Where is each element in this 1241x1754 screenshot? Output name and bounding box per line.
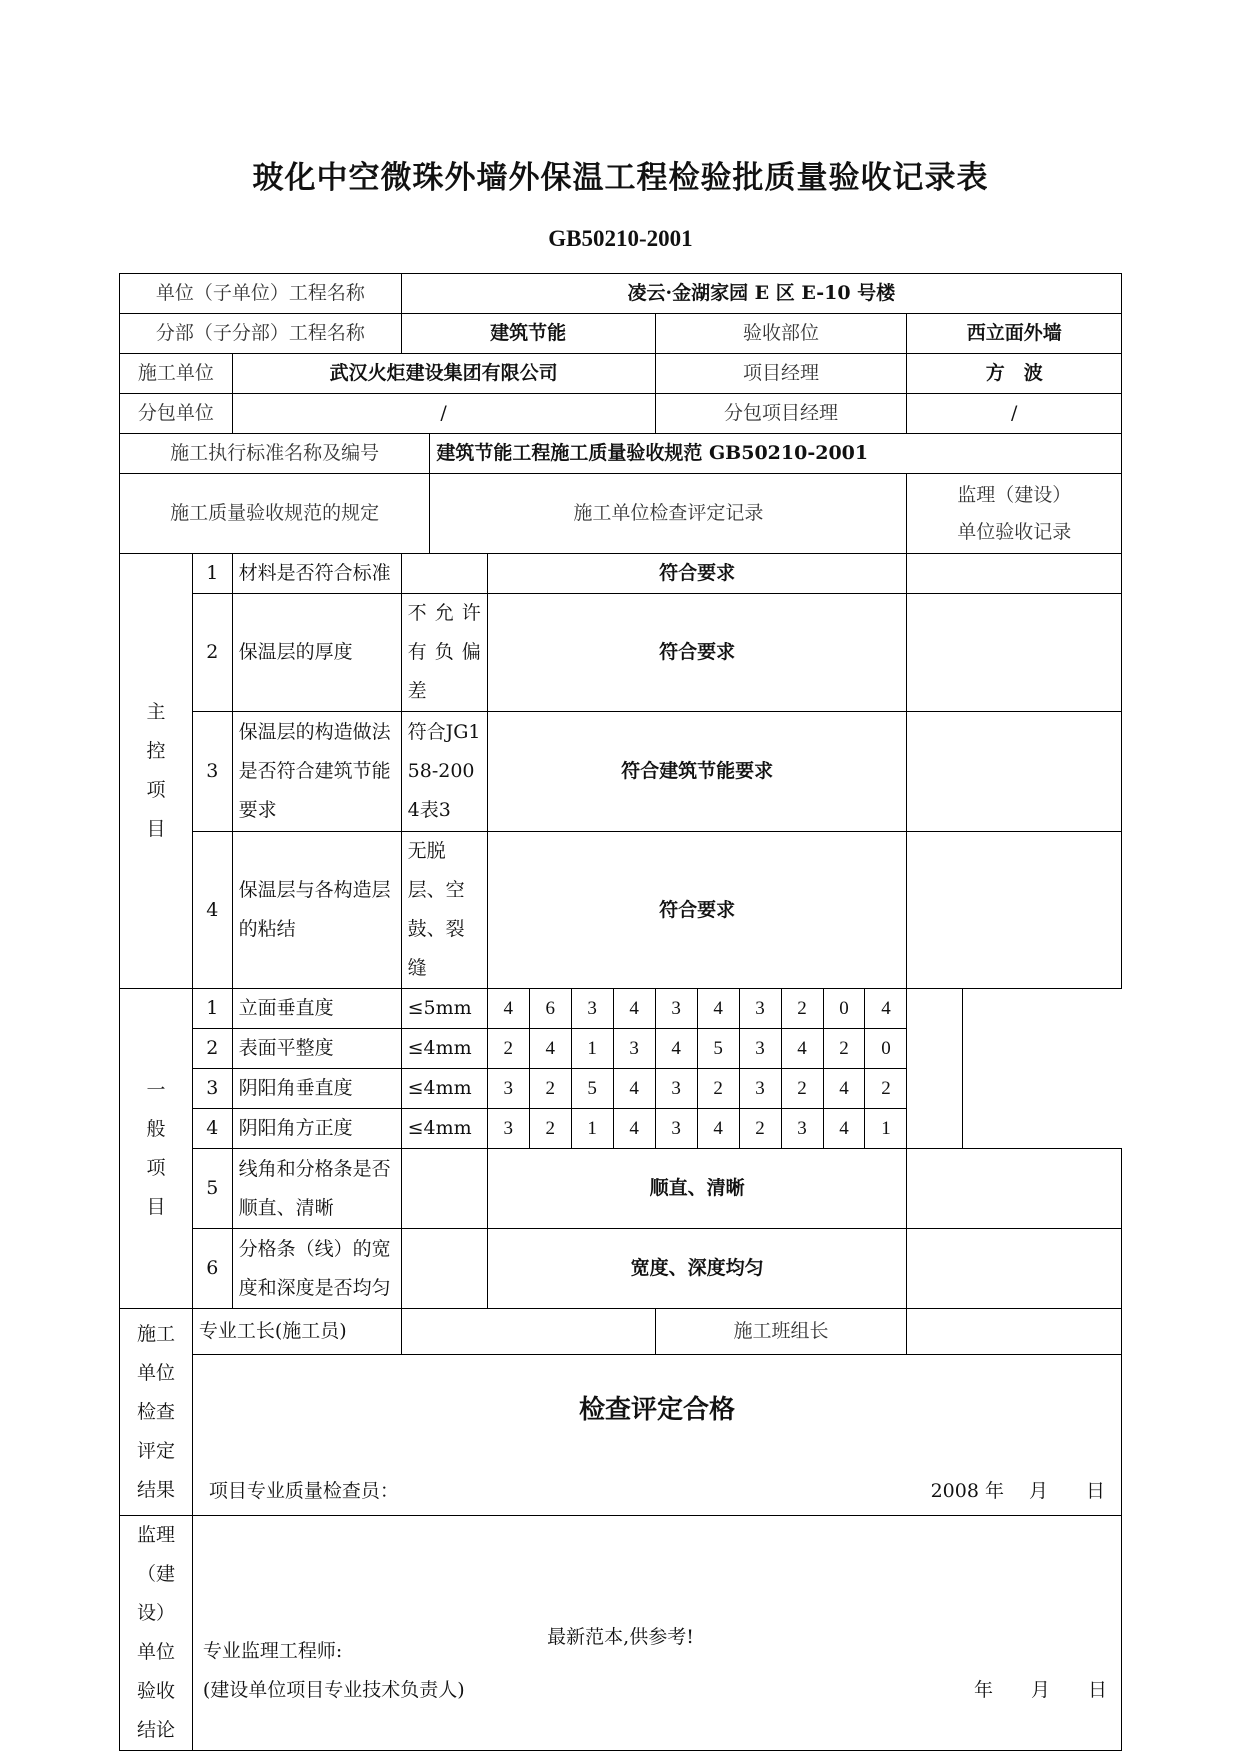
subcontractor-label: 分包单位 xyxy=(120,394,233,434)
measured-value: 4 xyxy=(865,989,907,1029)
measured-value: 2 xyxy=(781,989,823,1029)
item-result: 符合建筑节能要求 xyxy=(487,712,907,832)
item-supervision xyxy=(907,1229,1122,1309)
row-contractor xyxy=(120,354,1122,394)
exec-standard: 建筑节能工程施工质量验收规范 GB50210-2001 xyxy=(430,434,1122,474)
foreman-value xyxy=(401,1309,655,1355)
row-contractor-conclusion xyxy=(120,1355,1122,1516)
measured-value: 4 xyxy=(529,1029,571,1069)
measured-value: 2 xyxy=(529,1069,571,1109)
col-supervision-line1: 监理（建设） xyxy=(957,483,1072,506)
measured-value: 4 xyxy=(781,1029,823,1069)
measured-value: 6 xyxy=(529,989,571,1029)
main-item-row xyxy=(120,554,1122,594)
item-result: 符合要求 xyxy=(487,554,907,594)
item-name: 分格条（线）的宽度和深度是否均匀 xyxy=(232,1229,401,1309)
measured-value: 2 xyxy=(823,1029,865,1069)
col-spec-header: 施工质量验收规范的规定 xyxy=(120,474,430,554)
row-exec-standard xyxy=(120,434,1122,474)
document-title: 玻化中空微珠外墙外保温工程检验批质量验收记录表 xyxy=(252,160,989,196)
item-no: 3 xyxy=(192,1069,232,1109)
general-measured-row xyxy=(120,1029,1122,1069)
item-req: ≤4mm xyxy=(401,1109,487,1149)
measured-value: 4 xyxy=(697,989,739,1029)
measured-value: 1 xyxy=(865,1109,907,1149)
measured-value: 2 xyxy=(781,1069,823,1109)
measured-value: 4 xyxy=(823,1109,865,1149)
item-supervision xyxy=(907,712,1122,832)
row-subcontractor xyxy=(120,394,1122,434)
item-supervision xyxy=(907,1149,1122,1229)
col-supervision-header xyxy=(907,474,1122,554)
sub-manager-label: 分包项目经理 xyxy=(655,394,907,434)
manager-label: 项目经理 xyxy=(655,354,907,394)
measured-value: 5 xyxy=(571,1069,613,1109)
project-name: 凌云·金湖家园 E 区 E-10 号楼 xyxy=(401,274,1121,314)
contractor-check-label: 施工 单位 检查 评定 结果 xyxy=(120,1309,193,1516)
inspector-label: 项目专业质量检查员： xyxy=(208,1480,399,1502)
item-no: 5 xyxy=(192,1149,232,1229)
item-req xyxy=(401,554,487,594)
measured-value: 3 xyxy=(571,989,613,1029)
item-supervision xyxy=(907,594,1122,712)
measured-value: 3 xyxy=(739,989,781,1029)
measured-value: 3 xyxy=(613,1029,655,1069)
item-no: 4 xyxy=(192,832,232,989)
measured-value: 4 xyxy=(487,989,529,1029)
item-result: 符合要求 xyxy=(487,832,907,989)
measured-value: 2 xyxy=(865,1069,907,1109)
item-req: ≤5mm xyxy=(401,989,487,1029)
main-item-row xyxy=(120,712,1122,832)
item-name: 阴阳角方正度 xyxy=(232,1109,401,1149)
foreman-label: 专业工长(施工员) xyxy=(192,1309,401,1355)
item-no: 1 xyxy=(192,554,232,594)
item-name: 保温层的厚度 xyxy=(232,594,401,712)
general-item-row xyxy=(120,1149,1122,1229)
row-project-name xyxy=(120,274,1122,314)
item-supervision xyxy=(907,554,1122,594)
team-leader-label: 施工班组长 xyxy=(655,1309,907,1355)
division-value: 建筑节能 xyxy=(401,314,655,354)
item-name: 立面垂直度 xyxy=(232,989,401,1029)
main-item-row xyxy=(120,832,1122,989)
measured-value: 4 xyxy=(697,1109,739,1149)
measured-value: 3 xyxy=(487,1069,529,1109)
team-leader-value xyxy=(907,1309,1122,1355)
item-req xyxy=(401,1149,487,1229)
acceptance-record-table xyxy=(119,273,1122,1751)
measured-value: 0 xyxy=(865,1029,907,1069)
measured-value: 2 xyxy=(697,1069,739,1109)
division-label: 分部（子分部）工程名称 xyxy=(120,314,402,354)
general-label: 一 般 项 目 xyxy=(120,989,193,1309)
item-no: 1 xyxy=(192,989,232,1029)
measured-value: 4 xyxy=(613,1069,655,1109)
sub-manager-value: / xyxy=(907,394,1122,434)
item-name: 保温层与各构造层的粘结 xyxy=(232,832,401,989)
item-req xyxy=(401,1229,487,1309)
measured-value: 2 xyxy=(487,1029,529,1069)
owner-label: (建设单位项目专业技术负责人) xyxy=(202,1679,465,1701)
item-req: 不允许有负偏差 xyxy=(401,594,487,712)
item-no: 2 xyxy=(192,1029,232,1069)
measured-value: 3 xyxy=(739,1029,781,1069)
item-no: 3 xyxy=(192,712,232,832)
item-name: 表面平整度 xyxy=(232,1029,401,1069)
general-measured-row xyxy=(120,1069,1122,1109)
measured-value: 3 xyxy=(487,1109,529,1149)
project-name-label: 单位（子单位）工程名称 xyxy=(120,274,402,314)
supervision-date: 年 月 日 xyxy=(973,1679,1107,1701)
measured-value: 3 xyxy=(781,1109,823,1149)
row-column-headers xyxy=(120,474,1122,554)
item-no: 2 xyxy=(192,594,232,712)
item-name: 阴阳角垂直度 xyxy=(232,1069,401,1109)
contractor-conclusion: 检查评定合格 xyxy=(578,1395,735,1425)
acceptance-part-label: 验收部位 xyxy=(655,314,907,354)
general-supervision-cell xyxy=(907,989,962,1149)
measured-value: 2 xyxy=(739,1109,781,1149)
item-req: 无脱层、空鼓、裂缝 xyxy=(401,832,487,989)
contractor-label: 施工单位 xyxy=(120,354,233,394)
item-result: 符合要求 xyxy=(487,594,907,712)
measured-value: 4 xyxy=(613,989,655,1029)
item-req: ≤4mm xyxy=(401,1029,487,1069)
subcontractor-value: / xyxy=(232,394,655,434)
measured-value: 4 xyxy=(655,1029,697,1069)
general-item-row xyxy=(120,1229,1122,1309)
supervision-label: 监理 （建设） 单位 验收 结论 xyxy=(120,1516,193,1751)
measured-value: 4 xyxy=(823,1069,865,1109)
general-measured-row xyxy=(120,1109,1122,1149)
measured-value: 3 xyxy=(739,1069,781,1109)
measured-value: 1 xyxy=(571,1029,613,1069)
row-division xyxy=(120,314,1122,354)
row-foreman xyxy=(120,1309,1122,1355)
measured-value: 2 xyxy=(529,1109,571,1149)
contractor-conclusion-cell xyxy=(192,1355,1121,1516)
contractor-name: 武汉火炬建设集团有限公司 xyxy=(232,354,655,394)
standard-code: GB50210-2001 xyxy=(548,226,693,251)
item-name: 线角和分格条是否顺直、清晰 xyxy=(232,1149,401,1229)
item-req: 符合JG158-2004表3 xyxy=(401,712,487,832)
measured-value: 0 xyxy=(823,989,865,1029)
measured-value: 1 xyxy=(571,1109,613,1149)
col-supervision-line2: 单位验收记录 xyxy=(957,520,1072,543)
item-name: 保温层的构造做法是否符合建筑节能要求 xyxy=(232,712,401,832)
item-no: 4 xyxy=(192,1109,232,1149)
manager-name: 方 波 xyxy=(907,354,1122,394)
item-result: 顺直、清晰 xyxy=(487,1149,907,1229)
engineer-label: 专业监理工程师: xyxy=(202,1640,343,1662)
item-no: 6 xyxy=(192,1229,232,1309)
measured-value: 3 xyxy=(655,1069,697,1109)
item-name: 材料是否符合标准 xyxy=(232,554,401,594)
measured-value: 3 xyxy=(655,989,697,1029)
main-item-row xyxy=(120,594,1122,712)
exec-standard-label: 施工执行标准名称及编号 xyxy=(120,434,430,474)
acceptance-part: 西立面外墙 xyxy=(907,314,1122,354)
footer-note: 最新范本,供参考! xyxy=(547,1626,694,1648)
item-result: 宽度、深度均匀 xyxy=(487,1229,907,1309)
col-check-header: 施工单位检查评定记录 xyxy=(430,474,907,554)
measured-value: 5 xyxy=(697,1029,739,1069)
contractor-date: 2008 年 月 日 xyxy=(930,1480,1105,1502)
item-req: ≤4mm xyxy=(401,1069,487,1109)
main-control-label: 主 控 项 目 xyxy=(120,554,193,989)
measured-value: 3 xyxy=(655,1109,697,1149)
item-supervision xyxy=(907,832,1122,989)
general-measured-row xyxy=(120,989,1122,1029)
measured-value: 4 xyxy=(613,1109,655,1149)
